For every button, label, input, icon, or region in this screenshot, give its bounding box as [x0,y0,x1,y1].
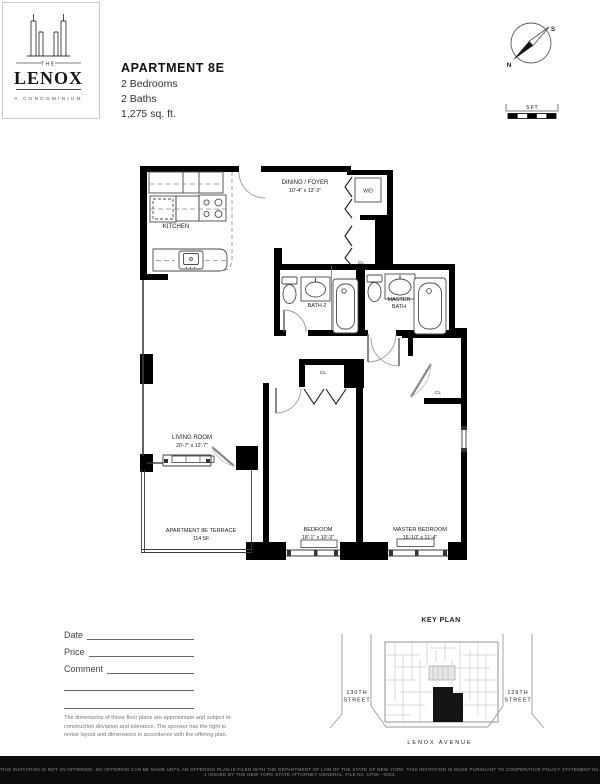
date-label: Date [64,630,87,640]
terrace-label: APARTMENT 8E TERRACE [165,528,237,534]
bedroom-dims: 18'-1" x 10'-3" [302,535,334,541]
key-plan-building [385,642,498,722]
scale-bar [506,104,558,119]
living-room-dims: 20'-7" x 12'-7" [176,443,208,449]
master-bath-label-1: MASTER [387,297,411,303]
comment-row [64,662,194,679]
compass-icon [507,23,556,69]
apartment-baths: 2 Baths [121,92,157,105]
toilet-icon [282,277,297,304]
key-plan-title: KEY PLAN [421,617,461,624]
bedroom-closet-label: CL [319,371,327,376]
scale-bar-label: 5 FT [526,105,538,111]
brand-the: THE [41,61,56,68]
bedroom-label: BEDROOM [303,527,333,533]
legal-footer [0,756,600,784]
order-form [64,628,194,715]
master-bedroom-label: MASTER BEDROOM [393,527,447,533]
master-bath-label-2: BATH [391,304,407,310]
street-right-label-2: STREET [504,697,532,704]
brand-name: LENOX [13,68,84,88]
terrace-area: 114 SF [192,536,210,542]
compass-south-label: S [550,26,556,33]
bathroom-sink-icon [385,274,415,299]
master-bedroom-dims: 15'-10" x 11'-4" [402,535,438,541]
hall-closet-label: CL [357,261,365,266]
bath2-fixtures [282,266,358,333]
comment-extra-line [64,679,194,697]
kitchen-fixtures [149,172,232,271]
street-left-label-1: 130TH [346,690,368,696]
brand-tagline: A CONDOMINIUM [14,97,83,102]
dining-foyer-dims: 10'-4" x 13'-3" [289,188,321,194]
bathtub-icon [414,278,446,334]
stove-icon [199,195,226,221]
avenue-label: LENOX AVENUE [407,740,473,746]
street-right-label-1: 129TH [507,690,529,696]
door-swings [212,172,431,466]
date-row [64,628,194,645]
apartment-bedrooms: 2 Bedrooms [121,77,178,90]
comment-label: Comment [64,664,107,674]
master-closet-label: CL [434,391,442,396]
apartment-area: 1,275 sq. ft. [121,107,176,120]
apartment-floor-plan [140,166,467,560]
key-plan [330,617,544,746]
dining-foyer-label: DINING / FOYER [281,180,329,186]
price-row [64,645,194,662]
toilet-icon [367,275,382,302]
bathtub-icon [333,279,358,333]
bath2-label: BATH 2 [307,303,327,309]
bathroom-sink-icon [301,277,330,301]
bifold-doors-bedroom-closet [304,389,346,404]
apartment-title: APARTMENT 8E [121,61,225,75]
street-left-label-2: STREET [343,697,371,704]
legal-text: THIS INVITATION IS NOT AN OFFERING. NO OFFERING CAN BE MADE UNTIL AN OFFERING PLAN IS FILED WITH THE DEPARTMENT OF LAW OF THE STATE OF NEW YORK. THIS INVITATION IS MADE PURSUANT TO COOPERATIVE POLICY STATEMENT No. 1 ISSUED BY THE NEW YORK STATE ATTORNEY GENERAL. FILE No. CP05 - 0034. [0,767,600,777]
price-label: Price [64,647,89,657]
bifold-doors-hall [345,177,352,266]
kitchen-label: KITCHEN [162,224,190,230]
washer-dryer [355,178,381,202]
kitchen-sink-icon [179,251,203,269]
compass-north-label: N [506,62,512,69]
comment-extra-line [64,697,194,715]
dimensions-disclaimer: The dimensions of these floor plans are approximate and subject to construction deviation and tolerance. The sponsor has the right to revise layout and dimensions in accordance with the offering plan. [64,715,231,739]
master-bath-fixtures [367,274,446,334]
washer-dryer-label: W/D [363,188,373,195]
living-room-label: LIVING ROOM [171,435,213,441]
